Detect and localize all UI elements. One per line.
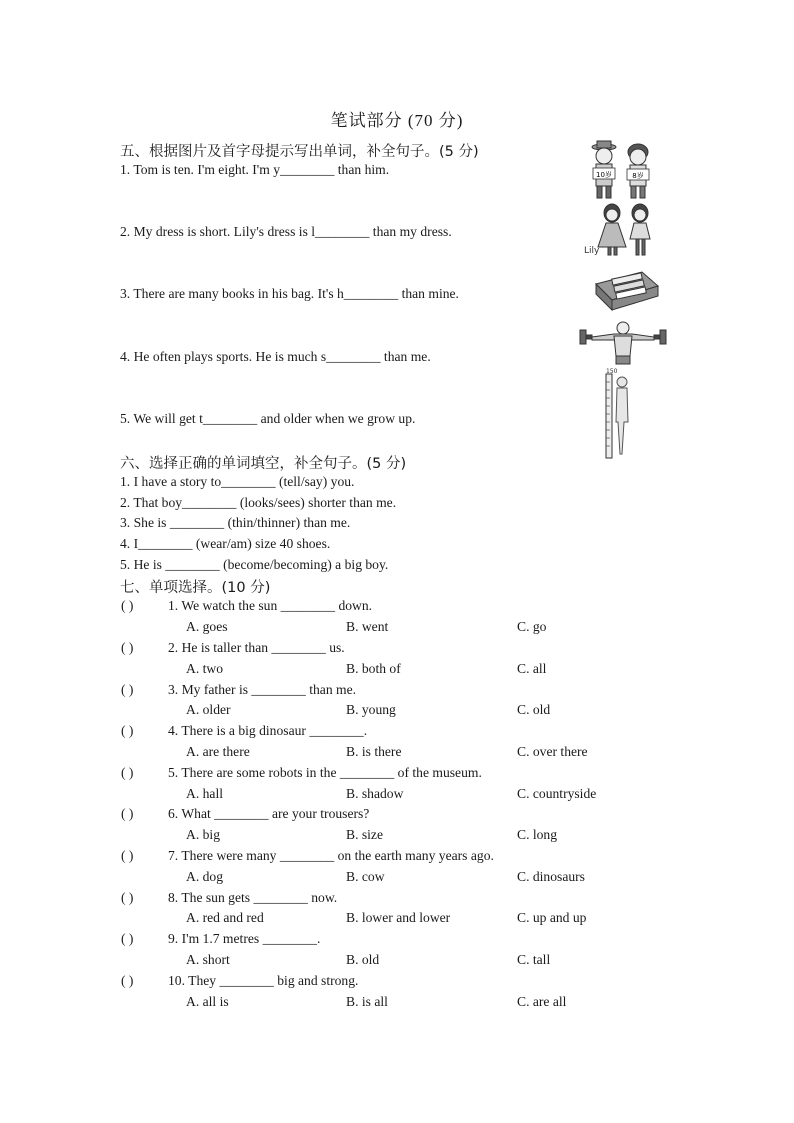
mc-option-c: C. tall [517,952,551,967]
mc-option-c: C. long [517,827,558,842]
mc-option-c: C. over there [517,744,588,759]
mc-question-5: 5. There are some robots in the ________ of the museum. [168,765,482,780]
mc-option-b: B. shadow [346,786,404,801]
mc-question-3: 3. My father is ________ than me. [168,682,357,697]
mc-option-a: A. all is [186,994,229,1009]
section-7-heading: 七、单项选择。(10 分) [120,580,271,596]
answer-paren: ( ) [121,973,134,988]
height-ruler-illustration [600,366,636,460]
section-6-item-3: 3. She is ________ (thin/thinner) than me. [120,515,351,530]
mc-option-a: A. short [186,952,230,967]
section-6-item-1: 1. I have a story to________ (tell/say) you. [120,474,355,489]
mc-question-4: 4. There is a big dinosaur ________. [168,723,368,738]
mc-option-a: A. goes [186,619,228,634]
mc-option-c: C. up and up [517,910,587,925]
boy2-age-label: 8岁 [632,172,644,180]
mc-option-a: A. dog [186,869,224,884]
section-6-item-4: 4. I________ (wear/am) size 40 shoes. [120,536,331,551]
mc-option-b: B. size [346,827,383,842]
section-6-item-5: 5. He is ________ (become/becoming) a big boy. [120,557,389,572]
mc-question-7: 7. There were many ________ on the earth many years ago. [168,848,494,863]
section-5-item-5: 5. We will get t________ and older when we grow up. [120,411,416,426]
mc-option-b: B. cow [346,869,385,884]
boy1-age-label: 10岁 [596,171,612,179]
section-5-item-4: 4. He often plays sports. He is much s________ than me. [120,349,431,364]
answer-paren: ( ) [121,931,134,946]
mc-option-a: A. big [186,827,220,842]
ruler-label: 150 [606,368,618,375]
mc-option-c: C. countryside [517,786,597,801]
section-5-heading: 五、根据图片及首字母提示写出单词，补全句子。(5 分) [120,144,479,160]
mc-question-1: 1. We watch the sun ________ down. [168,598,373,613]
mc-question-9: 9. I'm 1.7 metres ________. [168,931,321,946]
section-5-item-3: 3. There are many books in his bag. It's h________ than mine. [120,286,459,301]
mc-option-b: B. is there [346,744,402,759]
mc-option-b: B. both of [346,661,401,676]
mc-option-c: C. old [517,702,551,717]
mc-option-a: A. hall [186,786,223,801]
mc-option-c: C. go [517,619,547,634]
answer-paren: ( ) [121,682,134,697]
mc-option-a: A. red and red [186,910,264,925]
answer-paren: ( ) [121,848,134,863]
mc-option-b: B. is all [346,994,388,1009]
answer-paren: ( ) [121,890,134,905]
section-5-item-2: 2. My dress is short. Lily's dress is l________ than my dress. [120,224,452,239]
mc-option-a: A. are there [186,744,250,759]
mc-option-b: B. old [346,952,380,967]
mc-option-c: C. are all [517,994,567,1009]
answer-paren: ( ) [121,765,134,780]
mc-option-a: A. older [186,702,231,717]
section-6-heading: 六、选择正确的单词填空，补全句子。(5 分) [120,456,407,472]
answer-paren: ( ) [121,806,134,821]
mc-option-c: C. all [517,661,547,676]
mc-option-c: C. dinosaurs [517,869,585,884]
mc-question-2: 2. He is taller than ________ us. [168,640,345,655]
mc-question-10: 10. They ________ big and strong. [168,973,359,988]
two-girls-illustration [582,203,662,259]
answer-paren: ( ) [121,640,134,655]
section-6-item-2: 2. That boy________ (looks/sees) shorter than me. [120,495,397,510]
strong-man-illustration [578,320,668,366]
two-boys-illustration [588,140,658,202]
mc-question-8: 8. The sun gets ________ now. [168,890,338,905]
section-5-item-1: 1. Tom is ten. I'm eight. I'm y________ than him. [120,162,390,177]
mc-option-b: B. lower and lower [346,910,451,925]
mc-option-a: A. two [186,661,224,676]
mc-question-6: 6. What ________ are your trousers? [168,806,370,821]
mc-option-b: B. went [346,619,389,634]
schoolbag-books-illustration [592,266,662,312]
lily-label: Lily [584,246,600,256]
mc-option-b: B. young [346,702,396,717]
answer-paren: ( ) [121,598,134,613]
answer-paren: ( ) [121,723,134,738]
page-title: 笔试部分 (70 分) [330,111,464,130]
